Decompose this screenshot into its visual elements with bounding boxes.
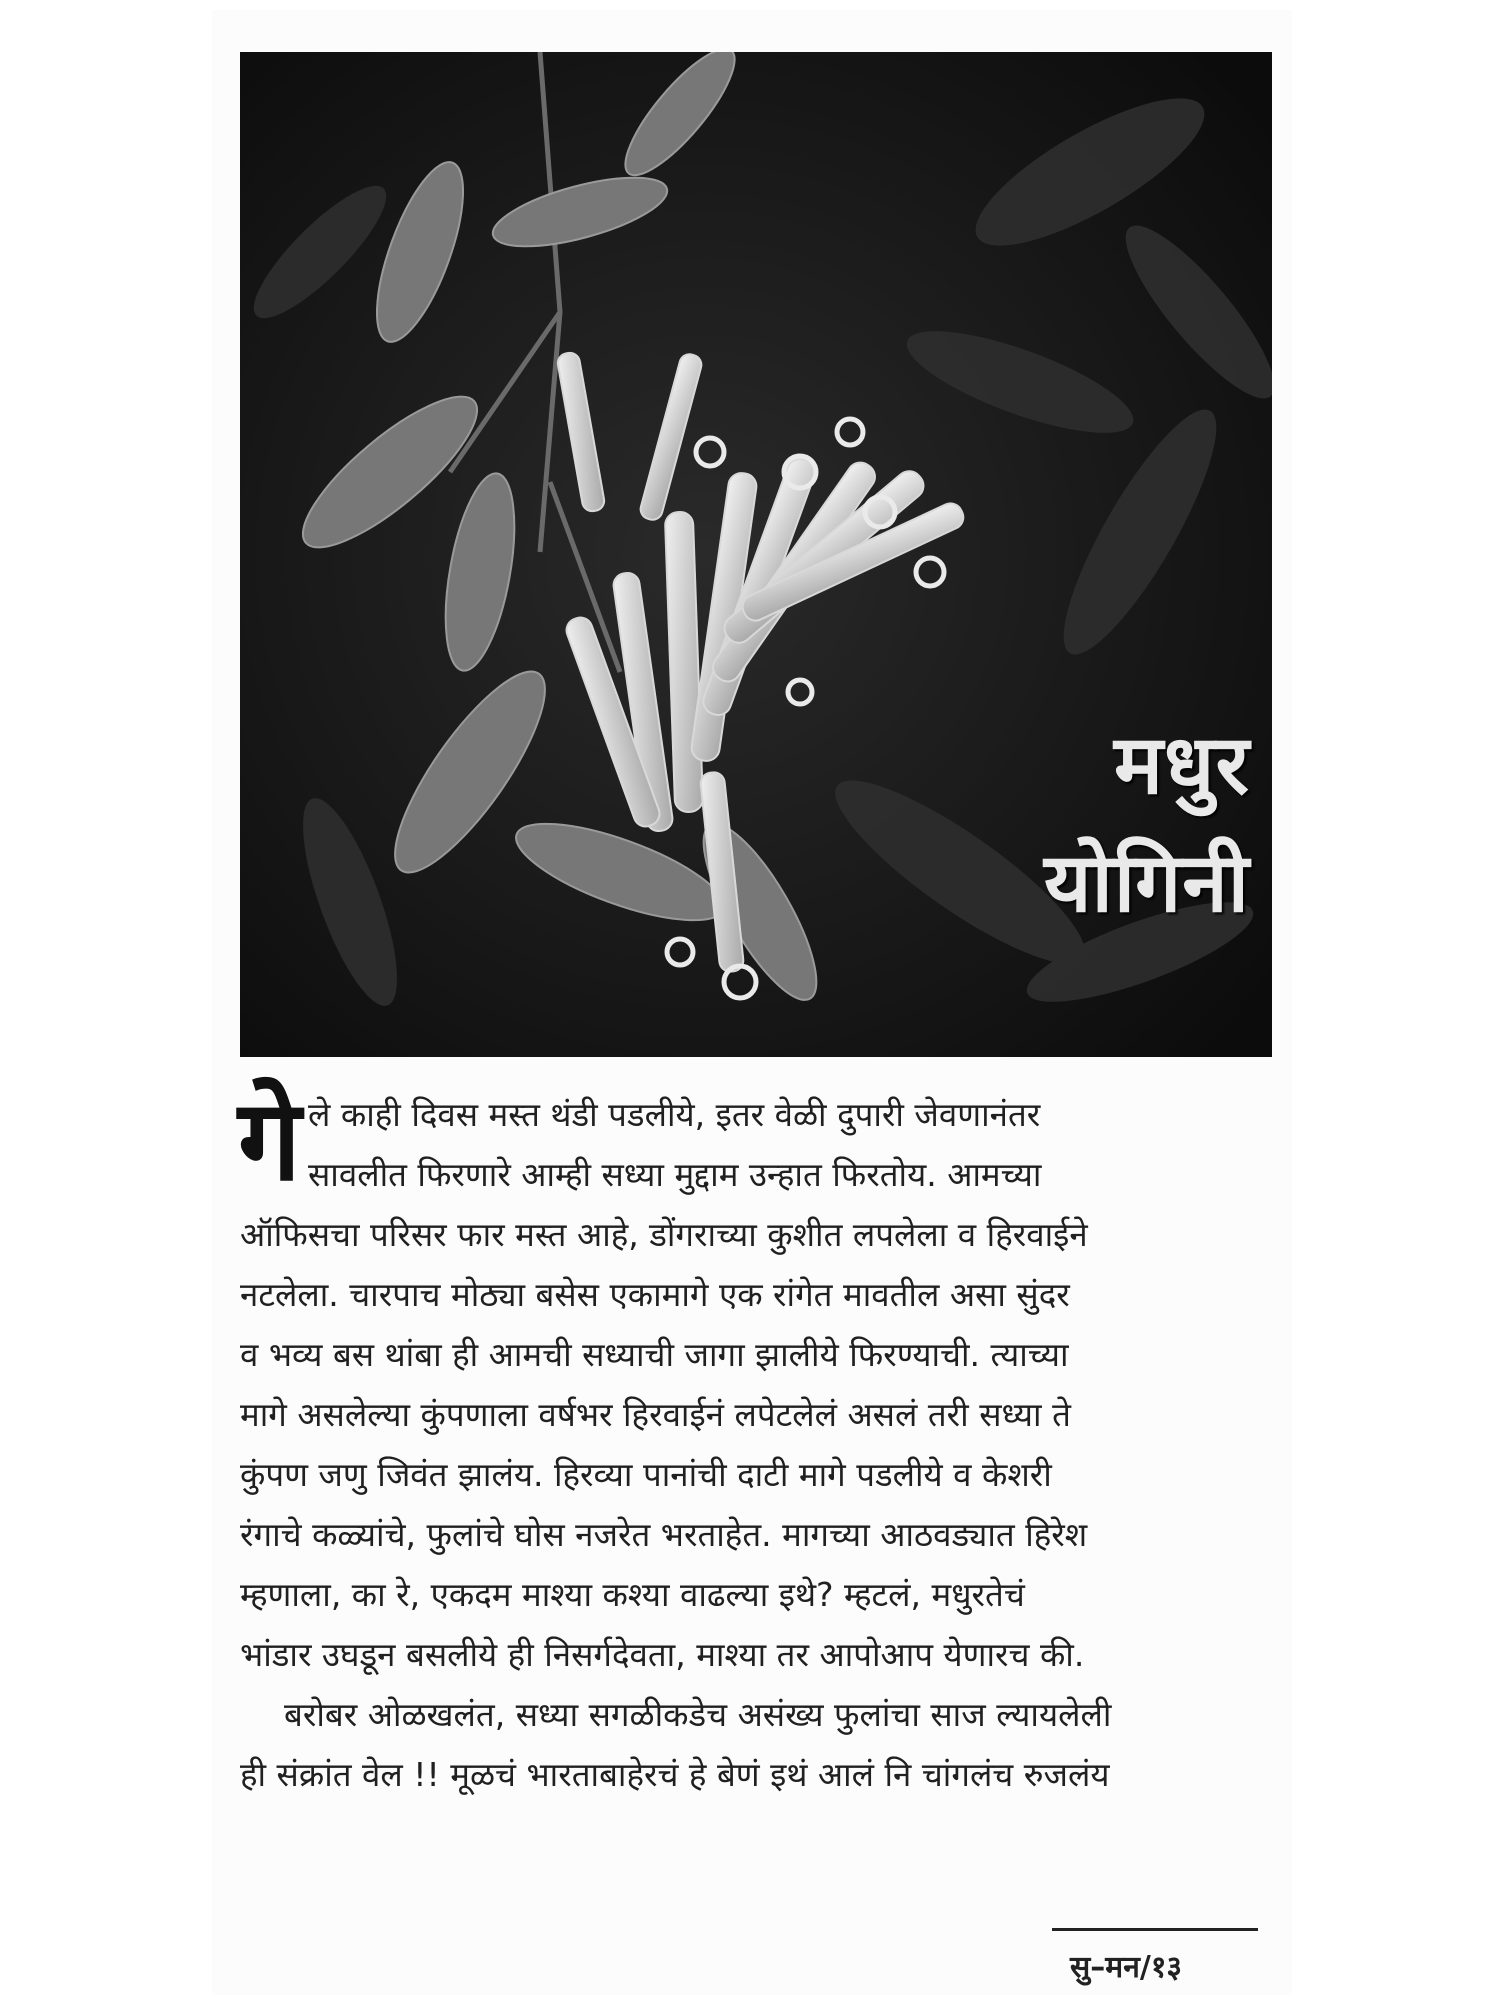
text-line-content: कुंपण जणु जिवंत झालंय. हिरव्या पानांची दाटी मागे पडलीये व केशरी	[240, 1455, 1052, 1494]
text-line	[240, 1445, 1272, 1505]
text-line	[240, 1265, 1272, 1325]
title-line-2: योगिनी	[1044, 836, 1250, 931]
text-line-content: भांडार उघडून बसलीये ही निसर्गदेवता, माश्या तर आपोआप येणारच की.	[240, 1635, 1085, 1674]
text-line	[240, 1565, 1272, 1625]
text-line	[240, 1145, 1272, 1205]
drop-cap: गे	[238, 1076, 302, 1206]
text-line-content: नटलेला. चारपाच मोठ्या बसेस एकामागे एक रांगेत मावतील असा सुंदर	[240, 1275, 1070, 1314]
text-line-content: ले काही दिवस मस्त थंडी पडलीये, इतर वेळी दुपारी जेवणानंतर	[308, 1095, 1041, 1134]
footer-rule	[1052, 1928, 1258, 1931]
text-line	[240, 1505, 1272, 1565]
article-title	[1044, 707, 1250, 943]
text-line-content: ही संक्रांत वेल !! मूळचं भारताबाहेरचं हे बेणं इथं आलं नि चांगलंच रुजलंय	[240, 1755, 1110, 1794]
text-line-content: ऑफिसचा परिसर फार मस्त आहे, डोंगराच्या कुशीत लपलेला व हिरवाईने	[240, 1215, 1088, 1254]
article-body	[238, 1076, 1272, 1805]
text-line-content: मागे असलेल्या कुंपणाला वर्षभर हिरवाईनं लपेटलेलं असलं तरी सध्या ते	[240, 1395, 1071, 1434]
text-line	[240, 1085, 1272, 1145]
text-line-content: रंगाचे कळ्यांचे, फुलांचे घोस नजरेत भरताहेत. मागच्या आठवड्यात हिरेश	[240, 1515, 1088, 1554]
text-line	[240, 1205, 1272, 1265]
text-line	[240, 1685, 1272, 1745]
text-line-content: सावलीत फिरणारे आम्ही सध्या मुद्दाम उन्हात फिरतोय. आमच्या	[308, 1155, 1042, 1194]
text-line	[240, 1325, 1272, 1385]
page-number: सु–मन/१३	[1070, 1950, 1183, 1985]
flower-photo	[240, 52, 1272, 1057]
text-line-content: व भव्य बस थांबा ही आमची सध्याची जागा झालीये फिरण्याची. त्याच्या	[240, 1335, 1069, 1374]
text-line	[240, 1745, 1272, 1805]
text-line-content: म्हणाला, का रे, एकदम माश्या कश्या वाढल्या इथे? म्हटलं, मधुरतेचं	[240, 1575, 1025, 1614]
text-line-content: बरोबर ओळखलंत, सध्या सगळीकडेच असंख्य फुलांचा साज ल्यायलेली	[284, 1695, 1112, 1734]
title-line-1: मधुर	[1113, 718, 1250, 813]
text-line	[240, 1385, 1272, 1445]
text-line	[240, 1625, 1272, 1685]
